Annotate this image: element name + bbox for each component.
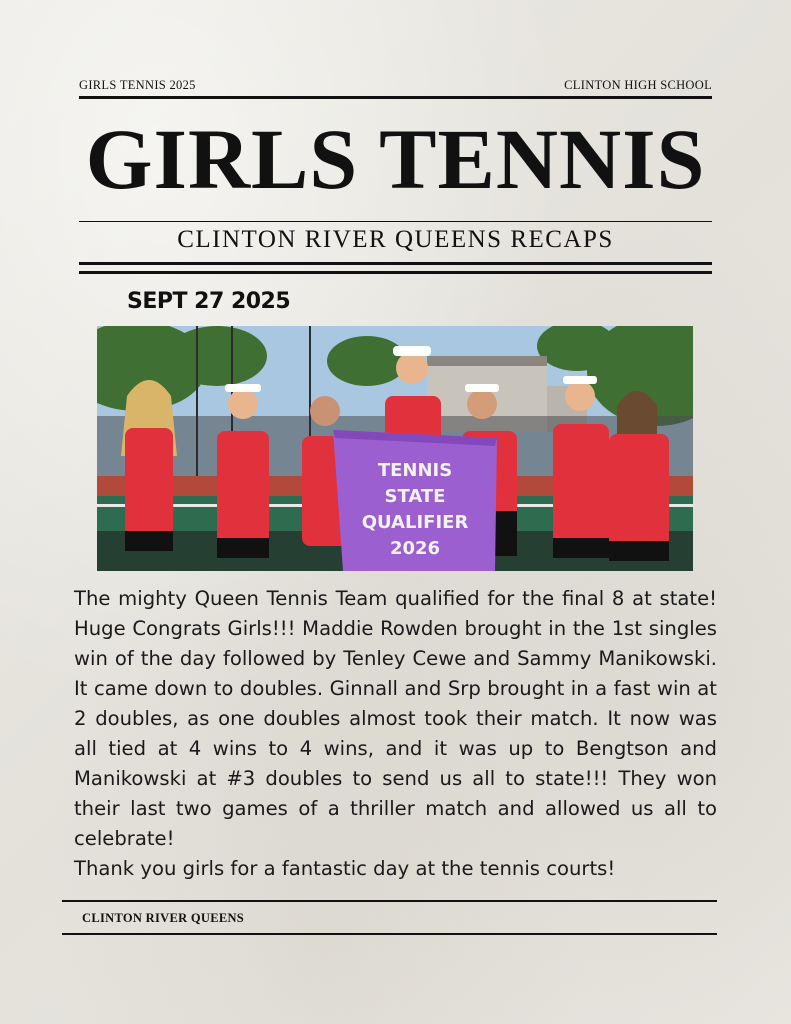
article-body: The mighty Queen Tennis Team qualified for the final 8 at state! Huge Congrats Girls!!! Maddie Rowden brought in the 1st singles win of the day followed by Tenley Cewe and Sammy Manikowski. It came down to doubles. Ginnall and Srp brought in a fast win at 2 doubles, as one doubles almost took their match. It now was all tied at 4 wins to 4 wins, and it was up to Bengtson and Manikowski at #3 doubles to send us all to state!!! They won their last two games of a thriller match and allowed us all to celebrate! Thank you girls for a fantastic day at the tennis courts! bbox=[74, 587, 717, 880]
banner-line: 2026 bbox=[389, 538, 441, 559]
rule-under-title bbox=[79, 221, 712, 222]
banner-line: TENNIS bbox=[377, 460, 453, 481]
subtitle: CLINTON RIVER QUEENS RECAPS bbox=[177, 226, 614, 253]
rule-under-subtitle-1 bbox=[79, 262, 712, 265]
masthead-title: GIRLS TENNIS bbox=[85, 111, 706, 207]
article-date: SEPT 27 2025 bbox=[127, 289, 291, 314]
rule-footer-top bbox=[62, 900, 717, 902]
team-photo bbox=[97, 326, 693, 571]
section-label: GIRLS TENNIS 2025 bbox=[79, 78, 196, 92]
banner-line: STATE bbox=[384, 486, 446, 507]
state-qualifier-banner bbox=[333, 430, 497, 571]
banner-line: QUALIFIER bbox=[361, 512, 469, 533]
footer-label: CLINTON RIVER QUEENS bbox=[82, 911, 245, 925]
school-label: CLINTON HIGH SCHOOL bbox=[564, 78, 712, 92]
rule-top bbox=[79, 96, 712, 99]
rule-under-subtitle-2 bbox=[79, 271, 712, 274]
rule-footer-bottom bbox=[62, 933, 717, 935]
top-line bbox=[79, 78, 712, 92]
